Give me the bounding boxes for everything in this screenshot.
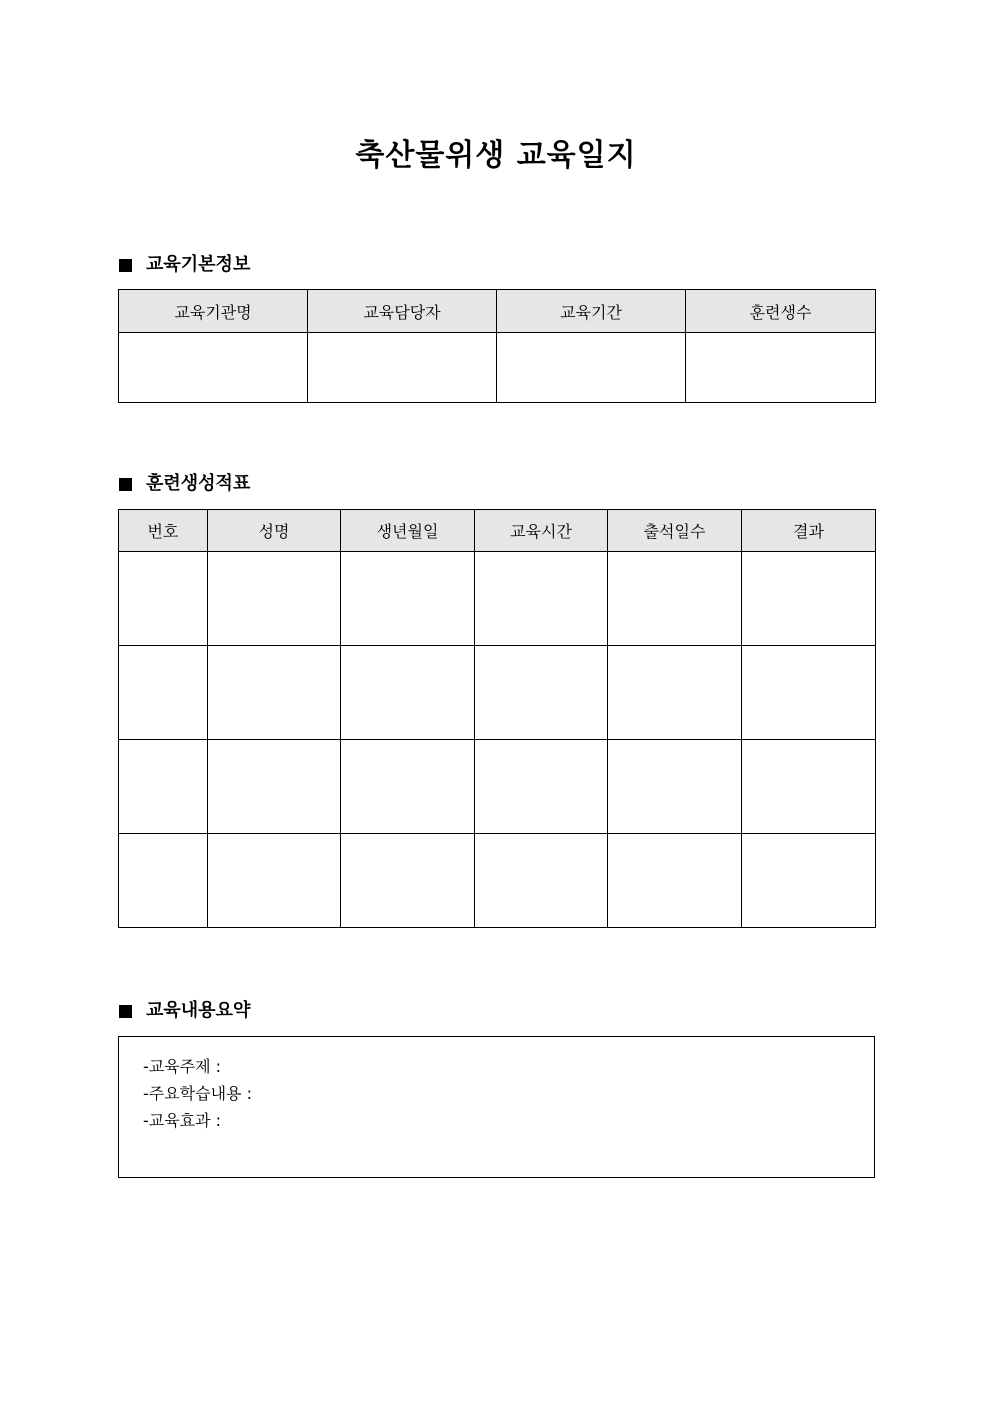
table-cell[interactable] [742, 552, 876, 646]
table-cell[interactable] [341, 552, 475, 646]
table-cell[interactable] [608, 646, 742, 740]
column-header: 교육기관명 [119, 290, 308, 333]
table-cell[interactable] [341, 834, 475, 928]
table-cell[interactable] [475, 552, 608, 646]
table-row [119, 333, 876, 403]
table-cell[interactable] [208, 646, 341, 740]
summary-line-topic: -교육주제 : [143, 1057, 222, 1076]
section-heading-label: 교육기본정보 [146, 254, 251, 275]
table-cell[interactable] [341, 740, 475, 834]
table-header-row [119, 290, 876, 333]
column-header: 성명 [208, 510, 341, 552]
table-cell[interactable] [341, 646, 475, 740]
table-row [119, 646, 876, 740]
section-heading-summary [119, 999, 250, 1023]
square-bullet-icon [119, 259, 132, 272]
summary-line-effect: -교육효과 : [143, 1111, 222, 1130]
section-heading-grades [119, 472, 250, 496]
summary-line-content: -주요학습내용 : [143, 1084, 252, 1103]
page-title: 축산물위생 교육일지 [355, 138, 637, 173]
table-cell[interactable] [686, 333, 876, 403]
table-cell[interactable] [119, 646, 208, 740]
column-header: 결과 [742, 510, 876, 552]
table-row [119, 552, 876, 646]
summary-box[interactable] [118, 1036, 875, 1178]
column-header: 출석일수 [608, 510, 742, 552]
table-cell[interactable] [475, 834, 608, 928]
column-header: 생년월일 [341, 510, 475, 552]
table-row [119, 740, 876, 834]
column-header: 교육담당자 [308, 290, 497, 333]
section-heading-basic-info [119, 253, 250, 277]
table-header-row [119, 510, 876, 552]
square-bullet-icon [119, 478, 132, 491]
column-header: 훈련생수 [686, 290, 876, 333]
table-cell[interactable] [119, 834, 208, 928]
table-cell[interactable] [208, 740, 341, 834]
column-header: 교육시간 [475, 510, 608, 552]
table-cell[interactable] [742, 646, 876, 740]
table-cell[interactable] [119, 552, 208, 646]
section-heading-label: 교육내용요약 [146, 1000, 251, 1021]
table-cell[interactable] [119, 333, 308, 403]
square-bullet-icon [119, 1005, 132, 1018]
table-cell[interactable] [608, 552, 742, 646]
table-cell[interactable] [119, 740, 208, 834]
table-cell[interactable] [742, 834, 876, 928]
basic-info-table [118, 289, 876, 403]
table-cell[interactable] [497, 333, 686, 403]
table-cell[interactable] [475, 740, 608, 834]
table-cell[interactable] [308, 333, 497, 403]
column-header: 교육기간 [497, 290, 686, 333]
table-cell[interactable] [208, 552, 341, 646]
grades-table [118, 509, 876, 928]
table-cell[interactable] [608, 740, 742, 834]
table-row [119, 834, 876, 928]
section-heading-label: 훈련생성적표 [146, 473, 251, 494]
table-cell[interactable] [208, 834, 341, 928]
table-cell[interactable] [608, 834, 742, 928]
table-cell[interactable] [475, 646, 608, 740]
table-cell[interactable] [742, 740, 876, 834]
column-header: 번호 [119, 510, 208, 552]
